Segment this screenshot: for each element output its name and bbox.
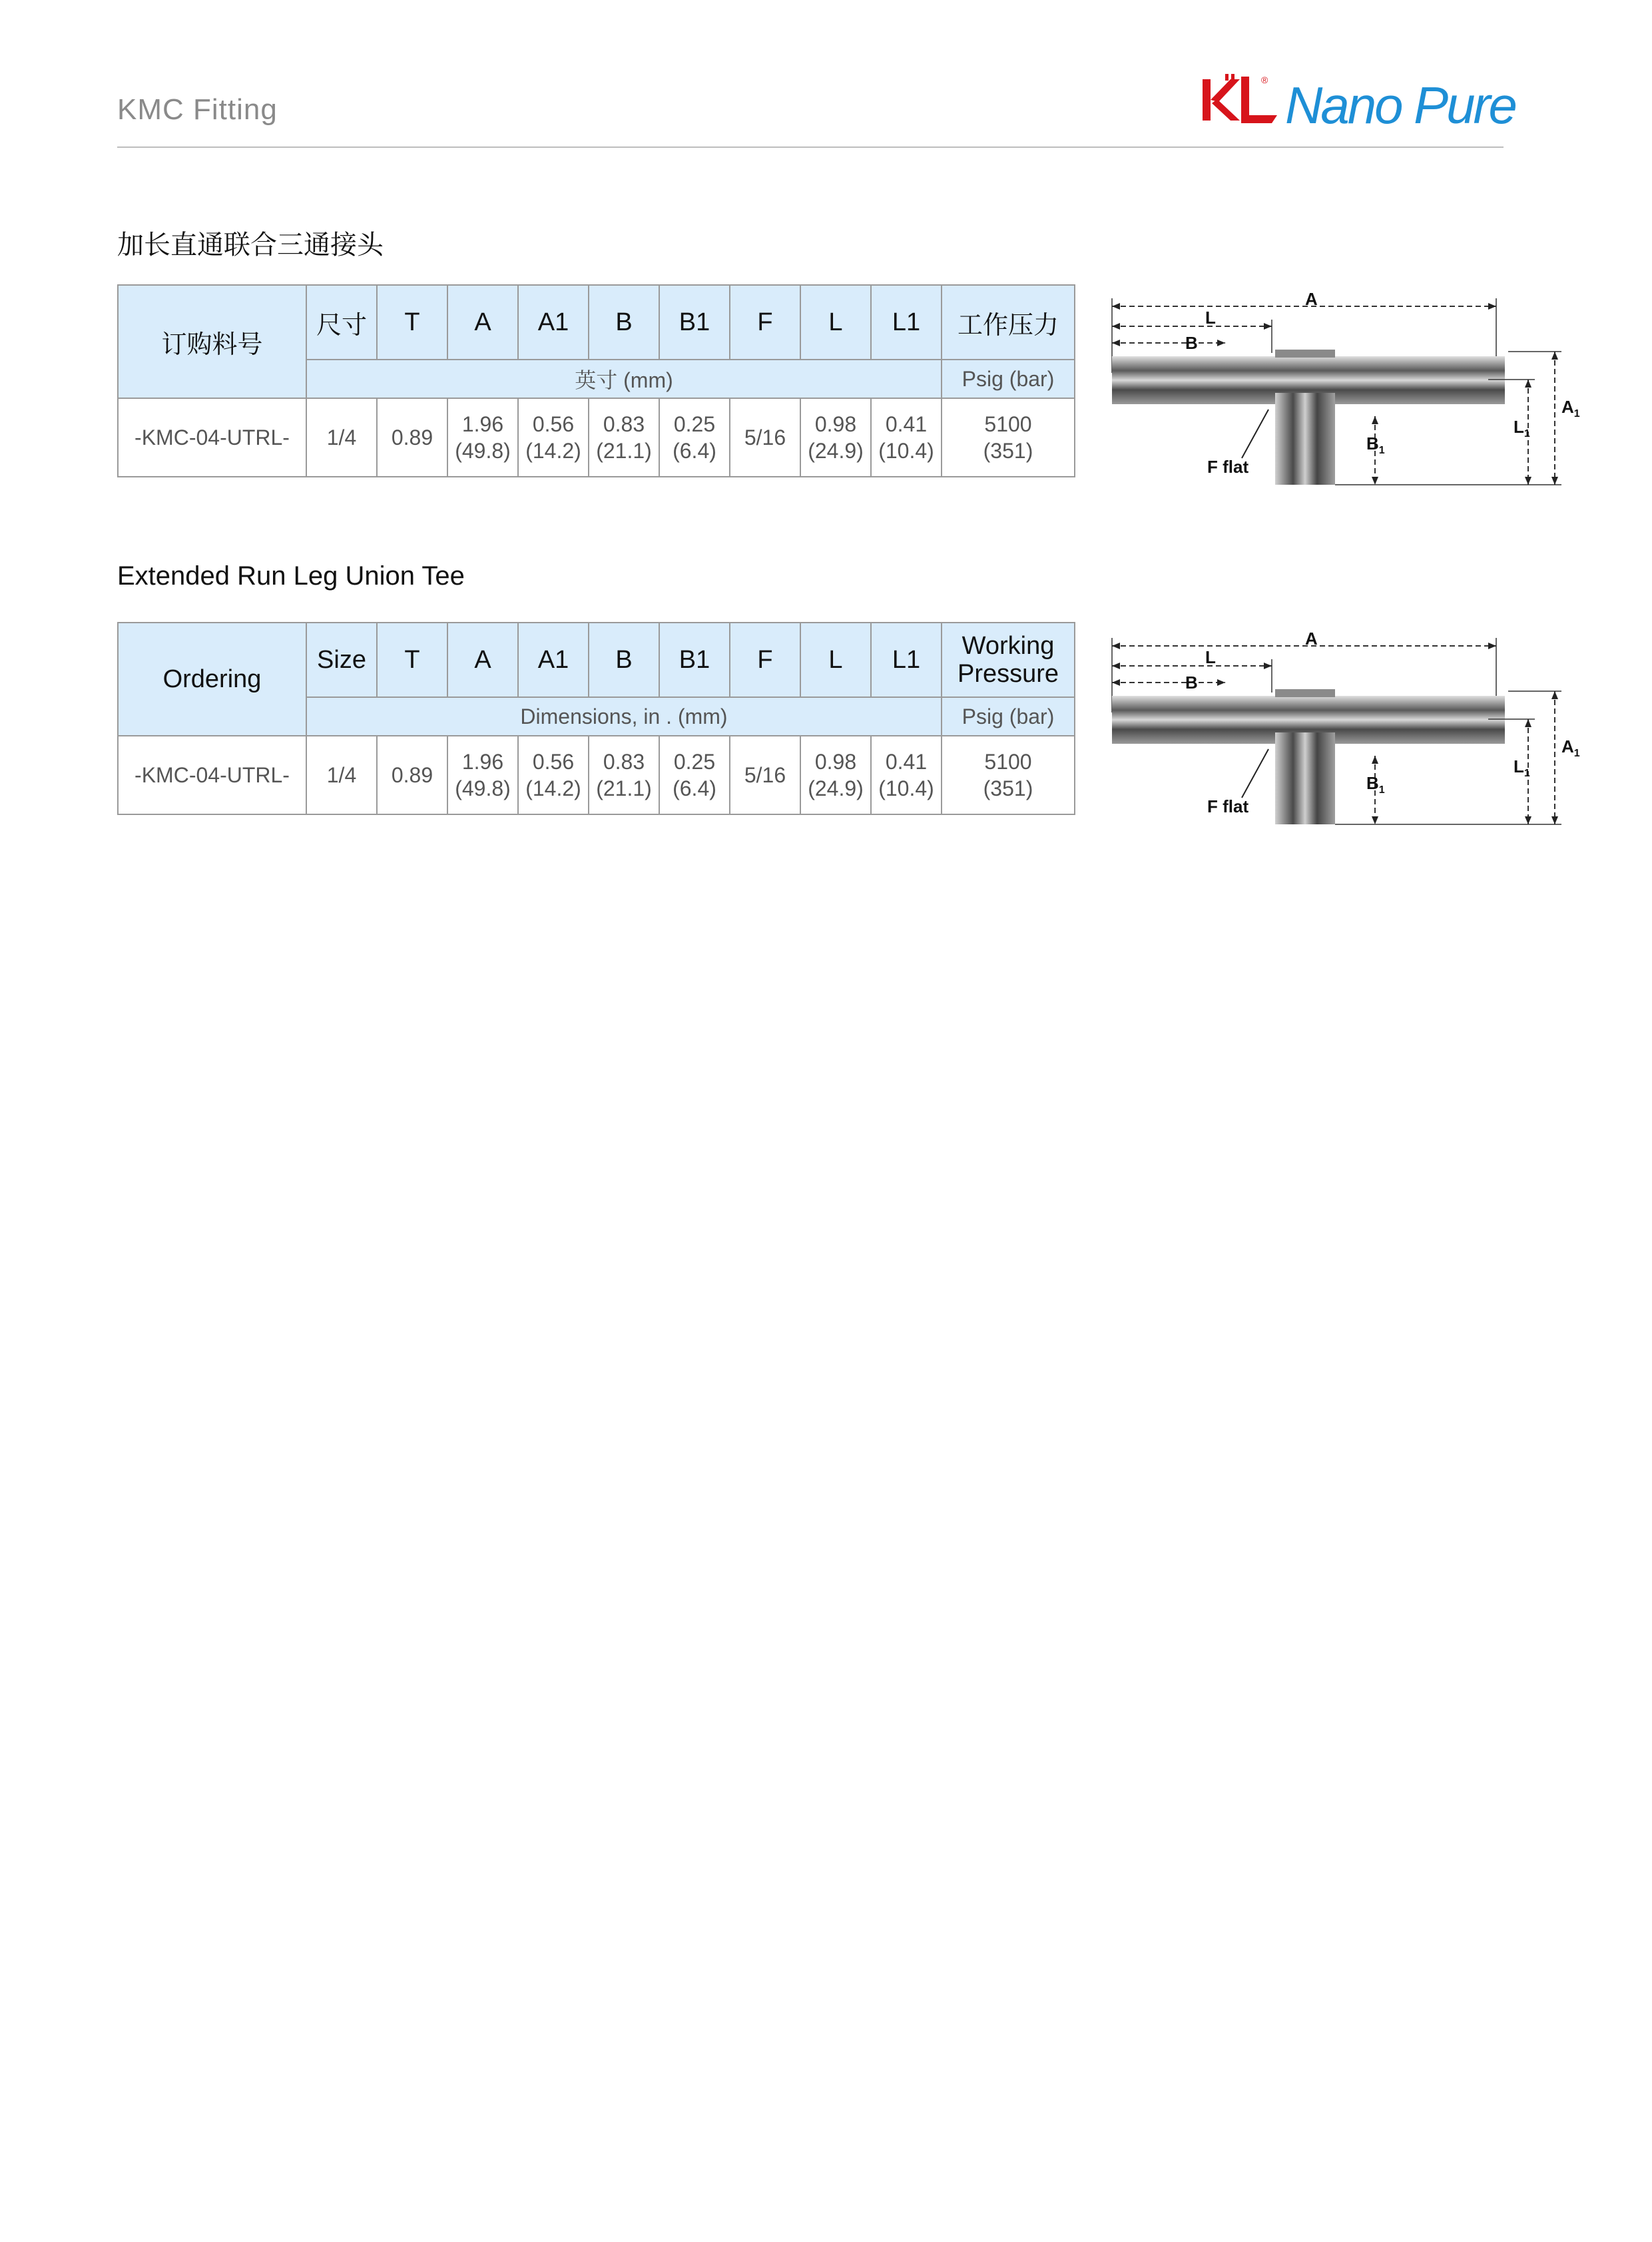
cell-a-in: 1.96 [461, 750, 504, 774]
header-l: L [800, 623, 871, 697]
branch-leg [1275, 732, 1335, 824]
header-t: T [377, 285, 447, 360]
cell-pressure [942, 398, 1075, 477]
header-l1: L1 [871, 285, 942, 360]
dim-label-b1 [1366, 773, 1385, 796]
dim-label-a: A [1305, 629, 1318, 649]
cell-l1-in: 0.41 [885, 750, 928, 774]
cell-pressure-psig: 5100 [984, 750, 1032, 774]
header-a: A [447, 285, 518, 360]
branch-leg [1275, 393, 1335, 485]
header-f: F [730, 623, 800, 697]
cell-a [447, 398, 518, 477]
dim-label-b1-main: B [1366, 773, 1379, 793]
cell-a [447, 736, 518, 814]
dim-label-a1-main: A [1561, 736, 1574, 756]
cell-l-in: 0.98 [814, 412, 857, 436]
header-ordering: 订购料号 [118, 285, 306, 398]
cell-ordering: -KMC-04-UTRL- [118, 736, 306, 814]
header-b1: B1 [659, 623, 730, 697]
dim-label-a1 [1561, 736, 1580, 759]
header-l1: L1 [871, 623, 942, 697]
section-title-en: Extended Run Leg Union Tee [117, 561, 465, 591]
header-pressure-line2: Pressure [957, 660, 1059, 688]
dim-label-a1 [1561, 397, 1580, 420]
cell-b1 [659, 736, 730, 814]
header-pressure-line1: Working [962, 632, 1055, 660]
spec-table-cn [117, 284, 1075, 477]
cell-l1 [871, 398, 942, 477]
kl-mark-icon [1199, 70, 1285, 137]
cell-b1-in: 0.25 [673, 750, 716, 774]
header-a1: A1 [518, 285, 589, 360]
cell-size: 1/4 [306, 736, 377, 814]
union-tee-drawing [1109, 289, 1580, 486]
cell-l [800, 398, 871, 477]
dim-label-b1-main: B [1366, 433, 1379, 453]
union-tee-drawing [1109, 629, 1580, 826]
dim-label-l1-sub: 1 [1523, 428, 1530, 439]
cell-f: 5/16 [730, 736, 800, 814]
header-a: A [447, 623, 518, 697]
dim-label-a1-sub: 1 [1573, 408, 1580, 420]
brand-logo [1199, 70, 1515, 137]
header-a1: A1 [518, 623, 589, 697]
cell-pressure-psig: 5100 [984, 412, 1032, 436]
cell-b-in: 0.83 [603, 412, 645, 436]
subheader-pressure-unit: Psig (bar) [942, 360, 1075, 398]
tee-diagram-en [1109, 629, 1580, 826]
dim-label-b1 [1366, 433, 1385, 456]
header-pressure [942, 623, 1075, 697]
header-l: L [800, 285, 871, 360]
table-row [118, 398, 1075, 477]
cell-b [589, 398, 659, 477]
cell-a-mm: (49.8) [455, 439, 511, 463]
header-f: F [730, 285, 800, 360]
subheader-dimensions: 英寸 (mm) [306, 360, 942, 398]
cell-a1-mm: (14.2) [525, 776, 581, 800]
cell-f: 5/16 [730, 398, 800, 477]
table-row [118, 736, 1075, 814]
cell-l-mm: (24.9) [808, 776, 864, 800]
cell-l-mm: (24.9) [808, 439, 864, 463]
dim-label-b: B [1185, 673, 1198, 693]
header-ordering: Ordering [118, 623, 306, 736]
cell-a1 [518, 736, 589, 814]
header-b: B [589, 623, 659, 697]
cell-a1-in: 0.56 [532, 750, 575, 774]
page-header-title: KMC Fitting [117, 93, 278, 126]
dim-label-l1-main: L [1514, 417, 1524, 437]
cell-a-in: 1.96 [461, 412, 504, 436]
cell-b1-mm: (6.4) [673, 776, 716, 800]
brand-name: Nano Pure [1285, 76, 1515, 135]
cell-b-mm: (21.1) [596, 439, 652, 463]
dim-label-l1 [1514, 756, 1530, 779]
cell-t: 0.89 [377, 398, 447, 477]
dim-label-l1-sub: 1 [1523, 768, 1530, 779]
cell-l1-mm: (10.4) [878, 776, 934, 800]
dim-label-b1-sub: 1 [1378, 784, 1385, 796]
dim-label-l1-main: L [1514, 756, 1524, 776]
section-title-cn: 加长直通联合三通接头 [117, 230, 384, 260]
dim-label-b: B [1185, 333, 1198, 353]
cell-size: 1/4 [306, 398, 377, 477]
cell-b1-in: 0.25 [673, 412, 716, 436]
cell-l1 [871, 736, 942, 814]
header-size: Size [306, 623, 377, 697]
header-b: B [589, 285, 659, 360]
cell-b1 [659, 398, 730, 477]
cell-t: 0.89 [377, 736, 447, 814]
cell-pressure-bar: (351) [983, 776, 1033, 800]
cell-b-mm: (21.1) [596, 776, 652, 800]
cell-l1-in: 0.41 [885, 412, 928, 436]
cell-a1-mm: (14.2) [525, 439, 581, 463]
dim-label-l1 [1514, 417, 1530, 439]
cell-b1-mm: (6.4) [673, 439, 716, 463]
dim-label-a: A [1305, 289, 1318, 309]
cell-b-in: 0.83 [603, 750, 645, 774]
header-t: T [377, 623, 447, 697]
cell-l-in: 0.98 [814, 750, 857, 774]
header-b1: B1 [659, 285, 730, 360]
tee-diagram-cn [1109, 289, 1580, 486]
cell-ordering: -KMC-04-UTRL- [118, 398, 306, 477]
dim-label-a1-main: A [1561, 397, 1574, 417]
header-divider [117, 146, 1504, 148]
registered-mark: ® [1261, 75, 1268, 85]
dim-label-a1-sub: 1 [1573, 748, 1580, 759]
cell-l1-mm: (10.4) [878, 439, 934, 463]
cell-l [800, 736, 871, 814]
cell-pressure [942, 736, 1075, 814]
subheader-pressure-unit: Psig (bar) [942, 697, 1075, 736]
dim-label-b1-sub: 1 [1378, 445, 1385, 456]
cell-pressure-bar: (351) [983, 439, 1033, 463]
cell-a1 [518, 398, 589, 477]
cell-a1-in: 0.56 [532, 412, 575, 436]
cell-a-mm: (49.8) [455, 776, 511, 800]
header-pressure: 工作压力 [942, 285, 1075, 360]
subheader-dimensions: Dimensions, in . (mm) [306, 697, 942, 736]
cell-b [589, 736, 659, 814]
spec-table-en [117, 622, 1075, 815]
dim-label-l: L [1205, 647, 1216, 667]
dim-label-f-flat: F flat [1207, 457, 1249, 477]
dim-label-l: L [1205, 308, 1216, 328]
header-size: 尺寸 [306, 285, 377, 360]
dim-label-f-flat: F flat [1207, 796, 1249, 816]
